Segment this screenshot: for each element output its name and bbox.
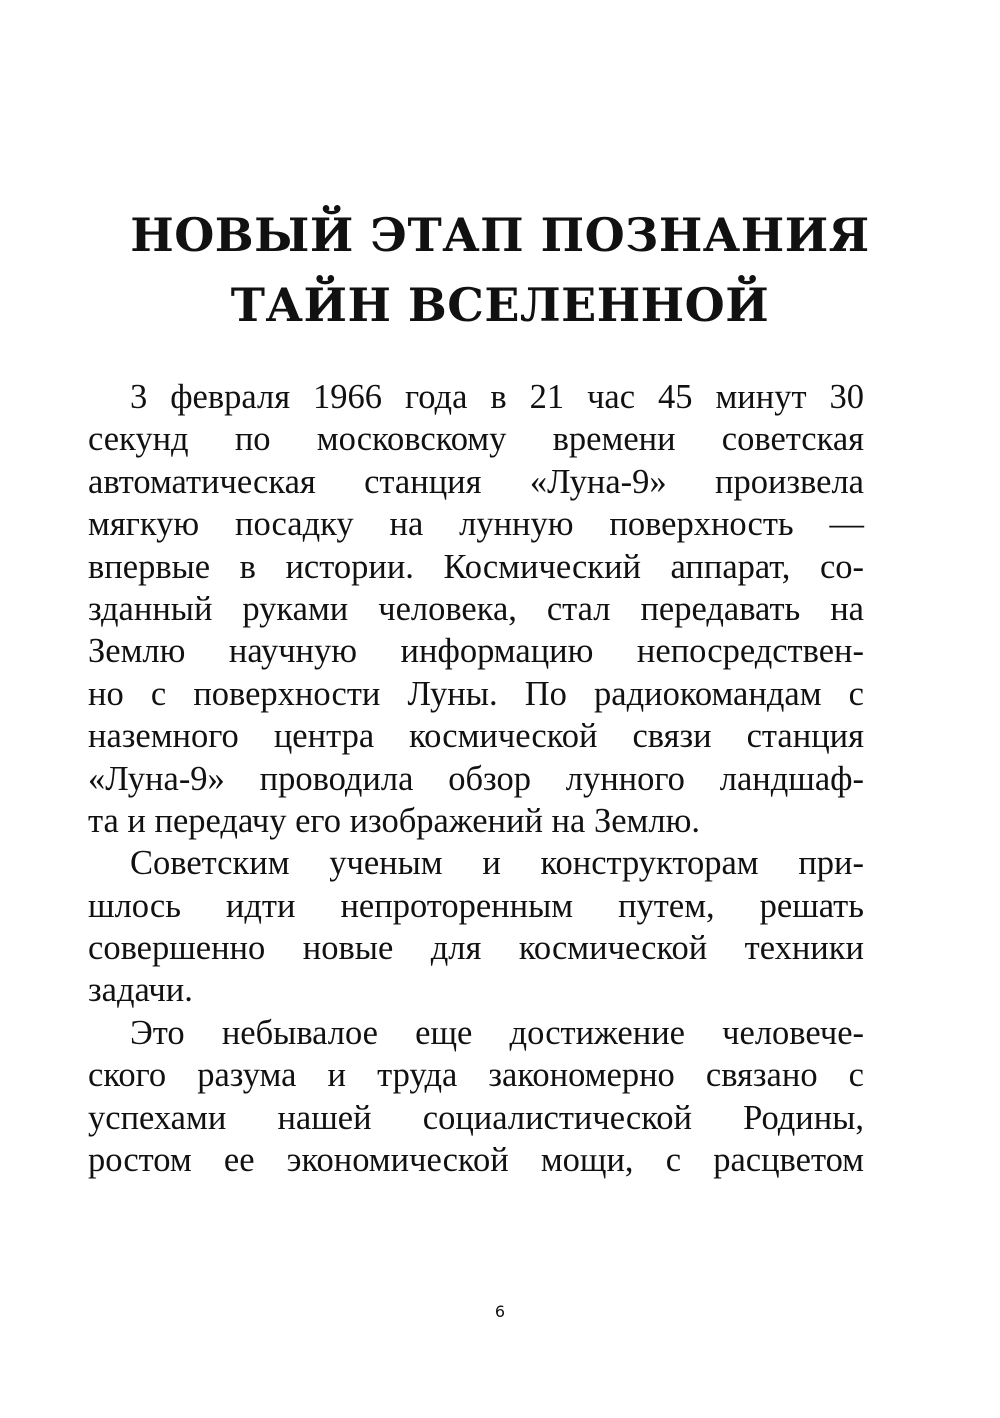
text-line: Это небывалое еще достижение человече- bbox=[130, 1013, 864, 1052]
text-line: мягкую посадку на лунную поверхность — bbox=[88, 505, 864, 544]
page-number: 6 bbox=[494, 1302, 506, 1321]
text-line: Советским ученым и конструкторам при- bbox=[130, 844, 864, 883]
page-title-line-1: НОВЫЙ ЭТАП ПОЗНАНИЯ bbox=[130, 208, 870, 262]
text-line: совершенно новые для космической техники bbox=[88, 929, 864, 968]
paragraph-2 bbox=[88, 842, 864, 1012]
text-line: шлось идти непроторенным путем, решать bbox=[88, 886, 864, 925]
text-line: секунд по московскому времени советская bbox=[88, 420, 864, 459]
page-title bbox=[0, 200, 1000, 340]
text-line: зданный руками человека, стал передавать на bbox=[88, 589, 864, 628]
text-line: 3 февраля 1966 года в 21 час 45 минут 30 bbox=[130, 378, 864, 416]
text-line: «Луна-9» проводила обзор лунного ландшаф- bbox=[88, 759, 864, 798]
text-line: ростом ее экономической мощи, с расцветом bbox=[88, 1141, 864, 1180]
body-text bbox=[88, 376, 864, 1181]
page-title-line-2: ТАЙН ВСЕЛЕННОЙ bbox=[230, 278, 770, 332]
text-line: успехами нашей социалистической Родины, bbox=[88, 1098, 864, 1137]
text-line: задачи. bbox=[88, 971, 193, 1010]
text-line: но с поверхности Луны. По радиокомандам с bbox=[88, 674, 864, 713]
text-line: впервые в истории. Космический аппарат, со- bbox=[88, 547, 864, 586]
text-line: Землю научную информацию непосредствен- bbox=[88, 632, 864, 671]
text-line: ского разума и труда закономерно связано с bbox=[88, 1056, 864, 1095]
text-line: та и передачу его изображений на Землю. bbox=[88, 801, 701, 840]
paragraph-3 bbox=[88, 1012, 864, 1182]
text-line: наземного центра космической связи станция bbox=[88, 717, 864, 756]
text-line: автоматическая станция «Луна-9» произвела bbox=[88, 462, 864, 501]
paragraph-1 bbox=[88, 376, 864, 842]
